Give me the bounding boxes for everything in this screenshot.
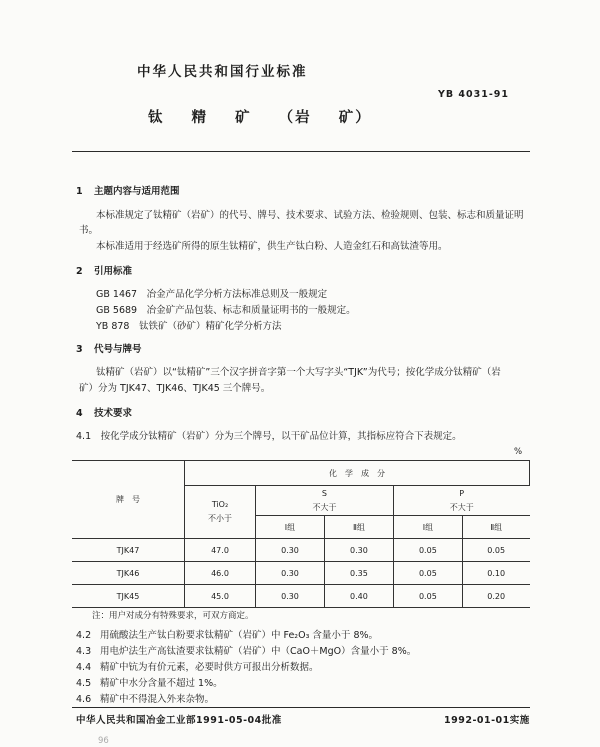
s1-cell: 0.30 [256, 585, 325, 608]
p-grade-2: Ⅱ组 [462, 516, 529, 539]
approval-date: 中华人民共和国冶金工业部1991-05-04批准 [76, 715, 282, 726]
standard-number: YB 4031-91 [438, 89, 510, 100]
specification-table [72, 460, 530, 608]
section-3-line1: 钛精矿（岩矿）以“钛精矿”三个汉字拼音字第一个大写字头“TJK”为代号；按化学成分钛精矿（岩 [96, 367, 501, 378]
tio2-cell: 46.0 [185, 562, 256, 585]
effective-date: 1992-01-01实施 [444, 715, 530, 726]
s1-cell: 0.30 [256, 562, 325, 585]
brand-cell: TJK47 [72, 539, 185, 562]
section-1-para2: 本标准适用于经选矿所得的原生钛精矿，供生产钛白粉、人造金红石和高钛渣等用。 [96, 241, 448, 252]
p1-cell: 0.05 [393, 585, 462, 608]
reference-item: GB 1467 冶金产品化学分析方法标准总则及一般规定 [96, 289, 328, 300]
p1-cell: 0.05 [393, 562, 462, 585]
section-3-line2: 矿）分为 TJK47、TJK46、TJK45 三个牌号。 [79, 383, 271, 394]
tio2-cell: 45.0 [185, 585, 256, 608]
section-4-heading: 4 技术要求 [76, 408, 133, 419]
item-4-4: 4.4 精矿中钪为有价元素，必要时供方可报出分析数据。 [76, 662, 319, 673]
p2-cell: 0.10 [462, 562, 529, 585]
document-title: 钛 精 矿 （岩 矿） [148, 110, 372, 126]
section-1-heading: 1 主题内容与适用范围 [76, 186, 180, 197]
p2-cell: 0.05 [462, 539, 529, 562]
s-grade-2: Ⅱ组 [324, 516, 393, 539]
tio2-header: TiO₂ 不小于 [185, 486, 256, 539]
table-row [72, 585, 530, 608]
p-grade-1: Ⅰ组 [393, 516, 462, 539]
s-header: S 不大于 [256, 486, 394, 516]
item-4-1: 4.1 按化学成分钛精矿（岩矿）分为三个牌号，以干矿品位计算，其指标应符合下表规定。 [76, 431, 462, 442]
header-rule [72, 151, 530, 152]
item-4-2: 4.2 用硫酸法生产钛白粉要求钛精矿（岩矿）中 Fe₂O₃ 含量小于 8%。 [76, 630, 379, 641]
s2-cell: 0.40 [324, 585, 393, 608]
brand-cell: TJK46 [72, 562, 185, 585]
unit-label: % [514, 447, 523, 457]
item-4-6: 4.6 精矿中不得混入外来杂物。 [76, 694, 215, 705]
page-number: 96 [98, 736, 109, 746]
footer-rule [72, 707, 530, 708]
standard-category: 中华人民共和国行业标准 [137, 64, 308, 80]
item-4-5: 4.5 精矿中水分含量不超过 1%。 [76, 678, 223, 689]
section-1-para1-line1: 本标准规定了钛精矿（岩矿）的代号、牌号、技术要求、试验方法、检验规则、包装、标志和质量证明 [96, 210, 524, 221]
table-row [72, 562, 530, 585]
p-header: P 不大于 [393, 486, 529, 516]
reference-item: GB 5689 冶金矿产品包装、标志和质量证明书的一般规定。 [96, 305, 356, 316]
reference-item: YB 878 钛铁矿（砂矿）精矿化学分析方法 [96, 321, 282, 332]
section-3-heading: 3 代号与牌号 [76, 344, 142, 355]
section-2-heading: 2 引用标准 [76, 266, 133, 277]
chemical-composition-header: 化 学 成 分 [185, 461, 530, 486]
p1-cell: 0.05 [393, 539, 462, 562]
table-row [72, 539, 530, 562]
brand-cell: TJK45 [72, 585, 185, 608]
s2-cell: 0.30 [324, 539, 393, 562]
s2-cell: 0.35 [324, 562, 393, 585]
s-grade-1: Ⅰ组 [256, 516, 325, 539]
p2-cell: 0.20 [462, 585, 529, 608]
section-1-para1-line2: 书。 [79, 225, 99, 236]
item-4-3: 4.3 用电炉法生产高钛渣要求钛精矿（岩矿）中（CaO＋MgO）含量小于 8%。 [76, 646, 417, 657]
table-note: 注：用户对成分有特殊要求，可双方商定。 [92, 611, 254, 621]
brand-header: 牌 号 [72, 461, 185, 539]
tio2-cell: 47.0 [185, 539, 256, 562]
s1-cell: 0.30 [256, 539, 325, 562]
